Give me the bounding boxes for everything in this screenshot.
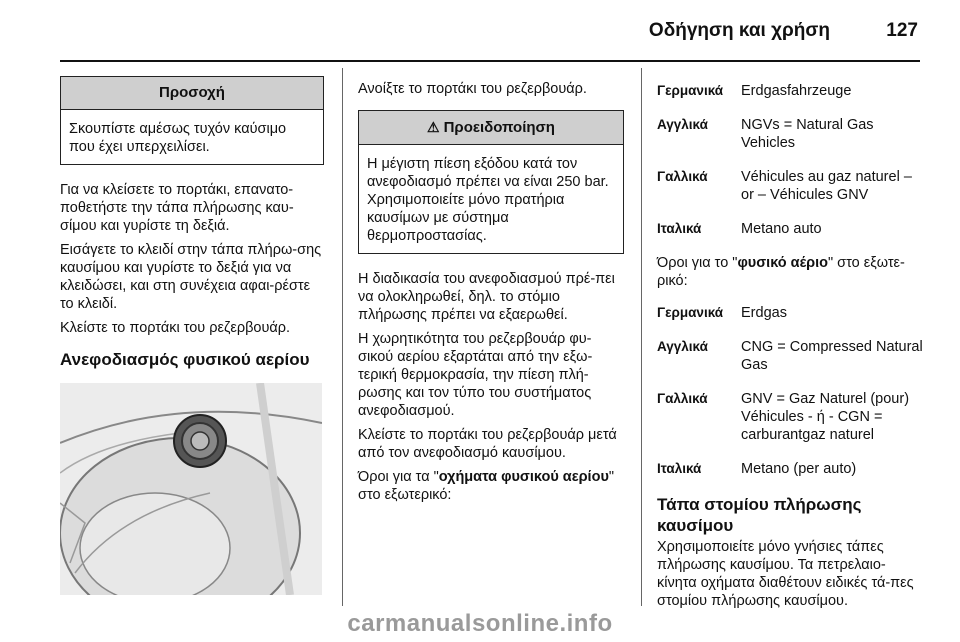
term-language: Αγγλικά [657,117,708,132]
term-language: Γερμανικά [657,305,724,320]
term-row [657,338,925,374]
paragraph: Εισάγετε το κλειδί στην τάπα πλήρω-σης καυσίμου και γυρίστε το δεξιά για να κλειδώσει, και στη συνέχεια αφαι-ρέστε το κλειδί. [60,242,322,312]
section-heading: Ανεφοδιασμός φυσικού αερίου [60,350,310,369]
term-row [657,116,925,152]
column-2 [358,80,624,510]
column-divider-2 [641,68,642,606]
term-row [657,82,925,100]
term-value: NGVs = Natural Gas Vehicles [741,117,874,151]
warning-text: Η μέγιστη πίεση εξόδου κατά τον ανεφοδιασμό πρέπει να είναι 250 bar. Χρησιμοποιείτε μόνο πρατήρια καυσίμων με σύστημα θερμοπροστασίας. [367,156,609,244]
term-value: Erdgasfahrzeuge [741,83,852,99]
terms-text: " στο εξωτε-ρικό: [657,255,905,289]
gas-terms-intro [657,254,925,290]
term-language: Αγγλικά [657,339,708,354]
vehicle-terms-list [657,82,925,238]
term-value: CNG = Compressed Natural Gas [741,339,923,373]
term-language: Γαλλικά [657,391,708,406]
fuel-filler-figure [60,383,322,595]
warning-icon: ⚠ [427,119,440,135]
column-divider-1 [342,68,343,606]
term-value: GNV = Gaz Naturel (pour) Véhicules - ή - CGN = carburantgaz naturel [741,391,910,443]
paragraph: Κλείστε το πορτάκι του ρεζερβουάρ. [60,320,291,336]
term-language: Γαλλικά [657,169,708,184]
term-value: Metano auto [741,221,822,237]
term-row [657,168,925,204]
term-row [657,390,925,444]
warning-box [358,110,624,254]
terms-text: Όροι για το " [657,255,738,271]
term-language: Ιταλικά [657,461,702,476]
section-title: Οδήγηση και χρήση [648,20,830,41]
term-language: Γερμανικά [657,83,724,98]
terms-bold: οχήματα φυσικού αερίου [438,469,609,485]
gas-terms-list [657,304,925,478]
term-value: Véhicules au gaz naturel – or – Véhicules GNV [741,169,912,203]
term-row [657,460,925,478]
warning-title: Προειδοποίηση [443,119,555,136]
column-1 [60,76,324,595]
caution-box [60,76,324,165]
paragraph: Χρησιμοποιείτε μόνο γνήσιες τάπες πλήρωσης καυσίμου. Τα πετρελαιο-κίνητα οχήματα διαθέτουν ειδικές τά-πες στομίου πλήρωσης καυσίμου. [657,539,914,609]
page-number: 127 [886,20,918,41]
terms-text: Όροι για τα " [358,469,439,485]
paragraph: Η χωρητικότητα του ρεζερβουάρ φυ-σικού αερίου εξαρτάται από την εξω-τερική θερμοκρασία, την πίεση πλή-ρωσης και τον τύπο του συστήματος ανεφοδιασμού. [358,331,593,419]
column-3 [657,82,925,616]
paragraph: Κλείστε το πορτάκι του ρεζερβουάρ μετά από τον ανεφοδιασμό καυσίμου. [358,427,617,461]
caution-title: Προσοχή [61,77,323,110]
paragraph: Για να κλείσετε το πορτάκι, επανατο-ποθετήστε την τάπα πλήρωσης καυ-σίμου και γυρίστε τη δεξιά. [60,182,294,234]
terms-text: " στο εξωτερικό: [358,469,615,503]
paragraph: Η διαδικασία του ανεφοδιασμού πρέ-πει να ολοκληρωθεί, δηλ. το στόμιο πλήρωσης πρέπει να εξαερωθεί. [358,271,615,323]
term-language: Ιταλικά [657,221,702,236]
terms-bold: φυσικό αέριο [737,255,828,271]
fuel-filler-illustration [60,383,322,595]
paragraph: Ανοίξτε το πορτάκι του ρεζερβουάρ. [358,81,587,97]
terms-intro [358,468,624,504]
watermark: carmanualsonline.info [347,610,613,637]
section-heading: Τάπα στομίου πλήρωσης καυσίμου [657,495,862,535]
term-row [657,304,925,322]
term-value: Erdgas [741,305,787,321]
caution-text: Σκουπίστε αμέσως τυχόν καύσιμο που έχει υπερχειλίσει. [69,121,287,155]
term-value: Metano (per auto) [741,461,857,477]
warning-title-row [359,111,623,145]
header-rule [60,60,920,62]
term-row [657,220,925,238]
page-header [0,0,960,60]
